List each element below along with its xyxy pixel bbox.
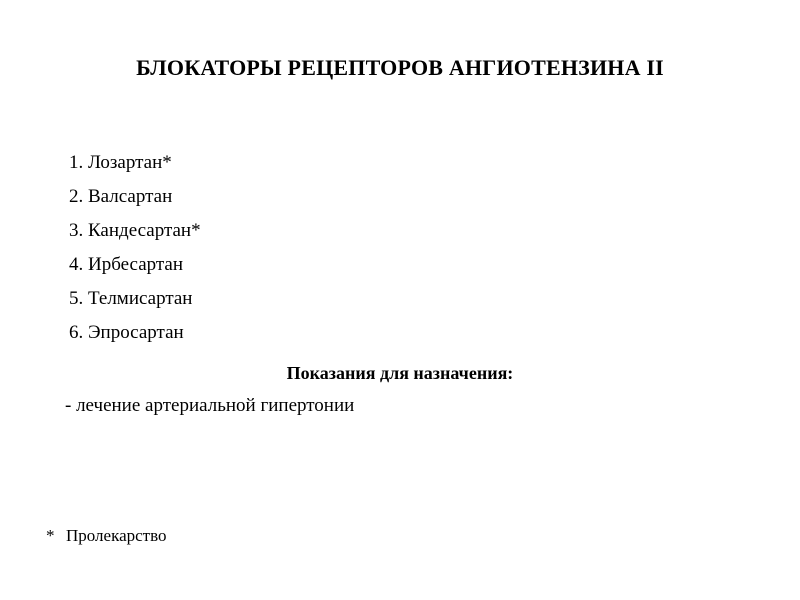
drug-list <box>69 150 201 354</box>
drug-item-irbesartan: 4. Ирбесартан <box>69 254 184 275</box>
indications-heading: Показания для назначения: <box>286 363 514 383</box>
drug-item-losartan: 1. Лозартан* <box>69 152 172 173</box>
drug-item-candesartan: 3. Кандесартан* <box>69 220 201 241</box>
slide-title: БЛОКАТОРЫ РЕЦЕПТОРОВ АНГИОТЕНЗИНА II <box>136 55 664 80</box>
drug-item-eprosartan: 6. Эпросартан <box>69 322 184 343</box>
footnote <box>46 524 167 548</box>
footnote-marker: * <box>46 526 55 545</box>
footnote-text: Пролекарство <box>66 526 167 545</box>
drug-item-telmisartan: 5. Телмисартан <box>69 288 193 309</box>
drug-item-valsartan: 2. Валсартан <box>69 186 173 207</box>
indication-item: - лечение артериальной гипертонии <box>65 395 355 416</box>
